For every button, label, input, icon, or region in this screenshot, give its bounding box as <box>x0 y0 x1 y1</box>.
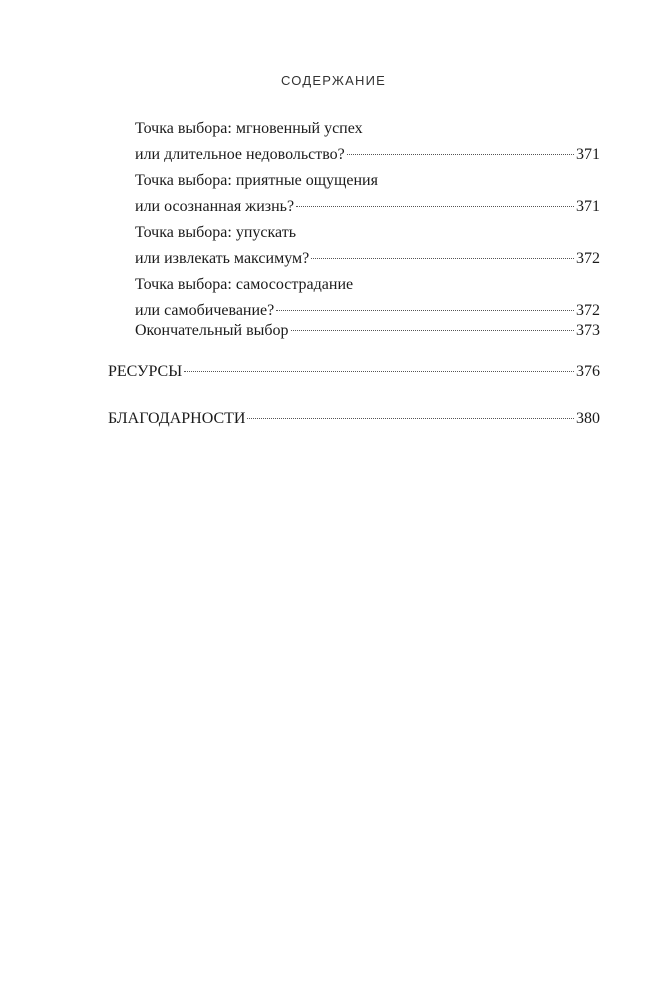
toc-entry-title: Окончательный выбор <box>135 322 289 339</box>
toc-entry-title-line1: Точка выбора: самосострадание <box>135 276 354 293</box>
running-head: СОДЕРЖАНИЕ <box>280 73 386 88</box>
toc-entry-title-line2: или длительное недовольство? <box>135 146 345 163</box>
toc-entry-page: 371 <box>576 146 600 163</box>
toc-entry-page: 373 <box>576 322 600 339</box>
toc-section-resources[interactable] <box>108 359 600 385</box>
toc-entry-title-line2: или самобичевание? <box>135 302 275 319</box>
toc-section-title: БЛАГОДАРНОСТИ <box>108 410 246 427</box>
toc-entry-title-line2: или осознанная жизнь? <box>135 198 295 215</box>
toc-entry[interactable] <box>135 220 600 272</box>
toc-entry[interactable] <box>135 272 600 324</box>
dot-leader <box>247 418 574 419</box>
dot-leader <box>291 330 574 331</box>
toc-section-page: 376 <box>576 363 600 380</box>
toc-entry-page: 372 <box>576 250 600 267</box>
toc-entry-title-line2: или извлекать максимум? <box>135 250 310 267</box>
toc-entry-page: 372 <box>576 302 600 319</box>
toc-entry-title-line1: Точка выбора: упускать <box>135 224 296 241</box>
toc-entry-title-line1: Точка выбора: мгновенный успех <box>135 120 363 137</box>
toc-entry[interactable] <box>135 318 600 344</box>
toc-entry-title-line1: Точка выбора: приятные ощущения <box>135 172 378 189</box>
toc-section-page: 380 <box>576 410 600 427</box>
dot-leader <box>276 310 574 311</box>
dot-leader <box>296 206 574 207</box>
dot-leader <box>347 154 574 155</box>
toc-entry-page: 371 <box>576 198 600 215</box>
toc-section-acknowledgements[interactable] <box>108 406 600 432</box>
dot-leader <box>311 258 574 259</box>
toc-entry[interactable] <box>135 116 600 168</box>
toc-entry[interactable] <box>135 168 600 220</box>
toc-section-title: РЕСУРСЫ <box>108 363 183 380</box>
dot-leader <box>184 371 574 372</box>
